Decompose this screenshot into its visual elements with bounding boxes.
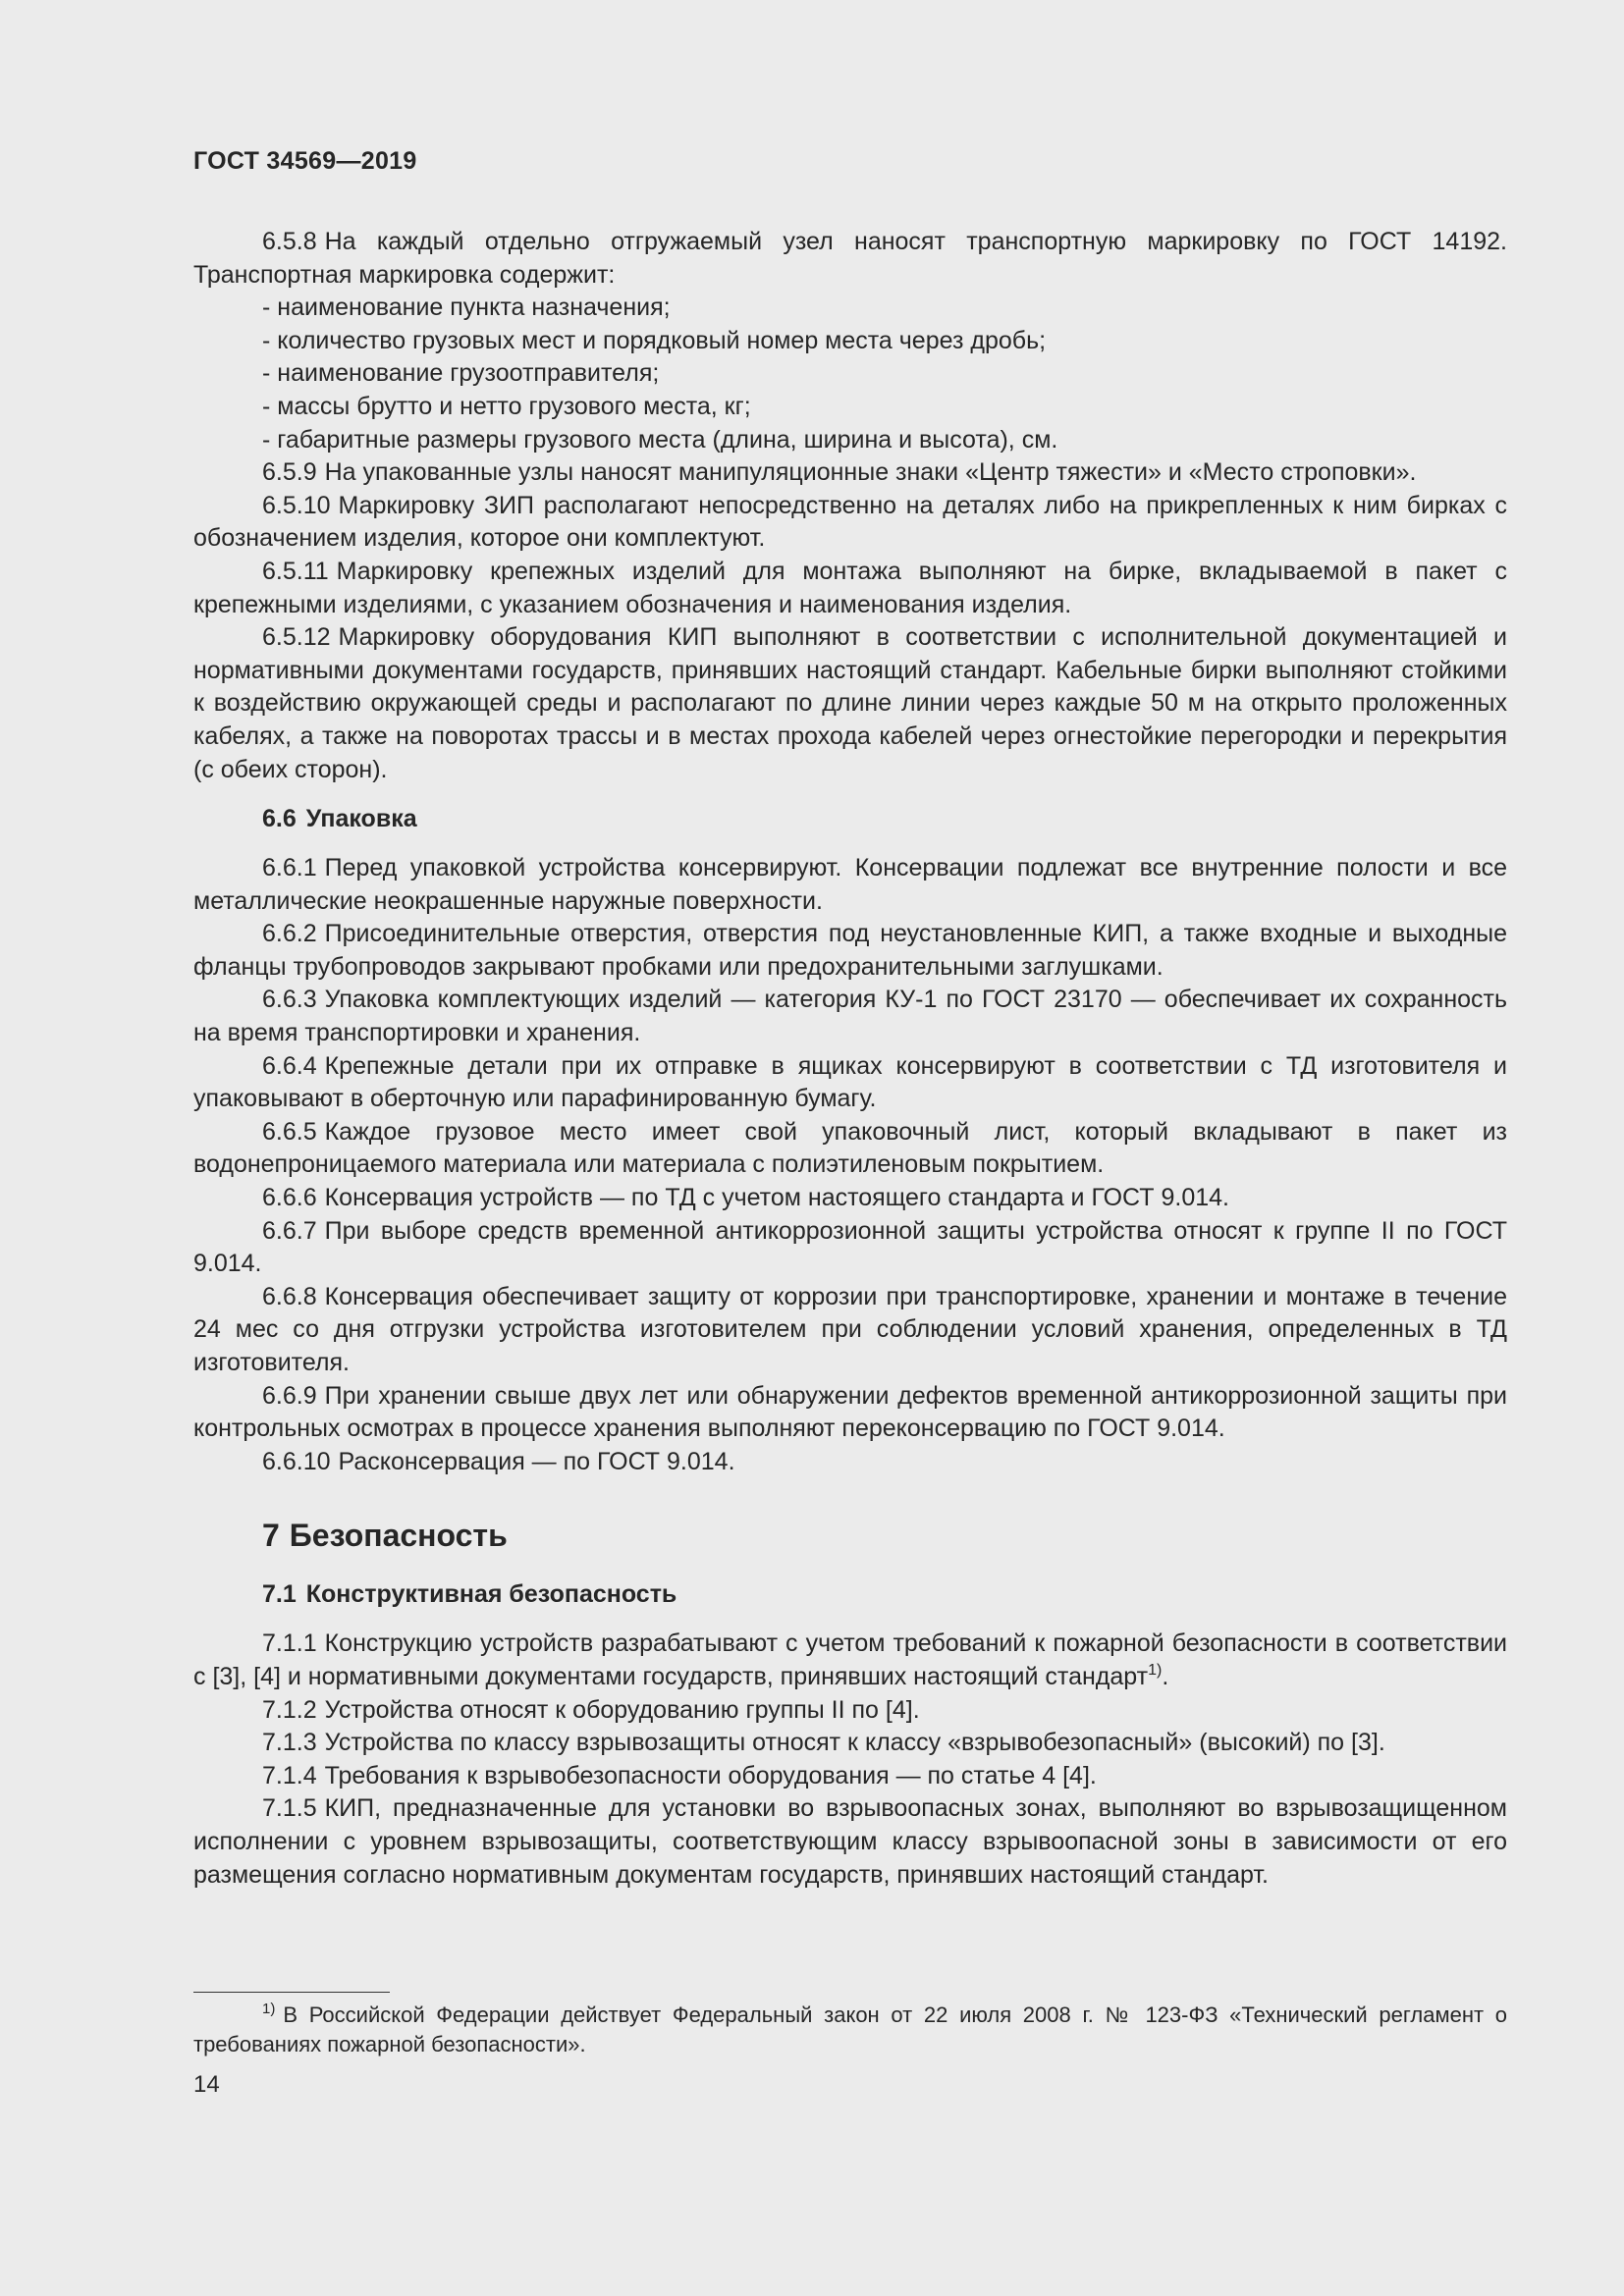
section-title: Безопасность	[289, 1518, 508, 1554]
clause-number: 6.6.7	[262, 1216, 317, 1245]
clause-number: 6.5.11	[262, 557, 329, 585]
clause-text: Маркировку крепежных изделий для монтажа выполняют на бирке, вкладываемой в пакет с крепежными изделиями, с указанием обозначения и наименования изделия.	[193, 557, 1507, 618]
clause-7-1-3	[193, 1727, 1507, 1760]
clause-text: Крепежные детали при их отправке в ящиках консервируют в соответствии с ТД изготовителя и упаковывают в оберточную или парафинированную бумагу.	[193, 1051, 1507, 1113]
section-heading-7	[193, 1516, 1507, 1555]
clause-text: Упаковка комплектующих изделий — категория КУ-1 по ГОСТ 23170 — обеспечивает их сохранность на время транспортировки и хранения.	[193, 986, 1507, 1047]
clause-text: Консервация устройств — по ТД с учетом настоящего стандарта и ГОСТ 9.014.	[324, 1184, 1229, 1212]
clause-6-6-7	[193, 1215, 1507, 1281]
clause-6-6-9	[193, 1380, 1507, 1446]
section-heading-7-1	[193, 1578, 1507, 1611]
section-title: Конструктивная безопасность	[305, 1580, 677, 1609]
clause-text: При хранении свыше двух лет или обнаружении дефектов временной антикоррозионной защиты при контрольных осмотрах в процессе хранения выполняют переконсервацию по ГОСТ 9.014.	[193, 1381, 1507, 1443]
clause-text-tail: .	[1162, 1662, 1169, 1690]
footnote-reference[interactable]: 1)	[1148, 1661, 1163, 1679]
clause-number: 6.5.9	[262, 458, 317, 487]
clause-6-5-9	[193, 456, 1507, 490]
footnote-separator	[193, 1992, 390, 1993]
clause-text: На упакованные узлы наносят манипуляционные знаки «Центр тяжести» и «Место строповки».	[324, 458, 1417, 487]
clause-6-6-3	[193, 984, 1507, 1049]
clause-7-1-1	[193, 1628, 1507, 1693]
document-header: ГОСТ 34569—2019	[193, 147, 417, 175]
clause-6-6-5	[193, 1116, 1507, 1182]
clause-number: 6.6.8	[262, 1282, 317, 1310]
clause-7-1-4	[193, 1760, 1507, 1793]
clause-number: 7.1.4	[262, 1761, 317, 1789]
clause-number: 6.6.6	[262, 1184, 317, 1212]
clause-text: Расконсервация — по ГОСТ 9.014.	[338, 1447, 735, 1475]
clause-text: При выборе средств временной антикоррозионной защиты устройства относят к группе II по ГОСТ 9.014.	[193, 1216, 1507, 1278]
footnote-text: В Российской Федерации действует Федеральный закон от 22 июля 2008 г. № 123-ФЗ «Технический регламент о требованиях пожарной безопасности».	[193, 2002, 1507, 2056]
clause-number: 6.6.5	[262, 1117, 317, 1146]
clause-number: 6.6.1	[262, 854, 317, 882]
clause-number: 6.6.9	[262, 1381, 317, 1410]
section-heading-6-6	[193, 803, 1507, 835]
clause-number: 6.5.10	[262, 491, 331, 519]
clause-7-1-2	[193, 1694, 1507, 1728]
clause-6-6-1	[193, 852, 1507, 918]
clause-text: КИП, предназначенные для установки во взрывоопасных зонах, выполняют во взрывозащищенном исполнении с уровнем взрывозащиты, соответствующим классу взрывоопасной зоны в зависимости от его размещения согласно нормативным документам государств, принявших настоящий стандарт.	[193, 1794, 1507, 1889]
clause-6-6-10	[193, 1446, 1507, 1479]
clause-text: Маркировку ЗИП располагают непосредственно на деталях либо на прикрепленных к ним бирках с обозначением изделия, которое они комплектуют.	[193, 491, 1507, 553]
footnote	[193, 2001, 1507, 2059]
clause-6-6-2	[193, 918, 1507, 984]
list-item: - наименование грузоотправителя;	[262, 359, 660, 388]
clause-6-5-11	[193, 556, 1507, 621]
clause-6-5-8	[193, 226, 1507, 292]
clause-number: 7.1.1	[262, 1629, 317, 1658]
clause-text: Консервация обеспечивает защиту от коррозии при транспортировке, хранении и монтаже в течение 24 мес со дня отгрузки устройства изготовителем при соблюдении условий хранения, определенных в ТД изготовителя.	[193, 1282, 1507, 1376]
clause-number: 6.6.3	[262, 986, 317, 1014]
clause-number: 7.1.5	[262, 1794, 317, 1823]
footnote-mark: 1)	[262, 2001, 276, 2017]
clause-6-5-12	[193, 621, 1507, 786]
clause-6-6-6	[193, 1182, 1507, 1215]
clause-number: 6.5.12	[262, 623, 331, 652]
clause-text: Устройства по классу взрывозащиты относят к классу «взрывобезопасный» (высокий) по [3].	[324, 1729, 1385, 1757]
clause-6-6-8	[193, 1281, 1507, 1380]
section-number: 6.6	[262, 805, 297, 833]
clause-6-6-4	[193, 1050, 1507, 1116]
section-number: 7	[262, 1518, 280, 1554]
clause-text: Маркировку оборудования КИП выполняют в соответствии с исполнительной документацией и нормативными документами государств, принявших настоящий стандарт. Кабельные бирки выполняют стойкими к воздействию окружающей среды и располагают по длине линии через каждые 50 м на открыто проложенных кабелях, а также на поворотах трассы и в местах прохода кабелей через огнестойкие перегородки и перекрытия (с обеих сторон).	[193, 623, 1507, 783]
clause-text: Конструкцию устройств разрабатывают с учетом требований к пожарной безопасности в соответствии с [3], [4] и нормативными документами государств, принявших настоящий стандарт	[193, 1629, 1507, 1690]
section-title: Упаковка	[305, 805, 417, 833]
clause-number: 7.1.3	[262, 1729, 317, 1757]
clause-7-1-5	[193, 1792, 1507, 1892]
page-number: 14	[193, 2071, 220, 2098]
list-item: - количество грузовых мест и порядковый номер места через дробь;	[262, 326, 1047, 354]
clause-text: На каждый отдельно отгружаемый узел наносят транспортную маркировку по ГОСТ 14192. Транспортная маркировка содержит:	[193, 228, 1507, 289]
clause-number: 7.1.2	[262, 1695, 317, 1724]
list-item: - массы брутто и нетто грузового места, кг;	[262, 392, 751, 420]
list-item: - габаритные размеры грузового места (длина, ширина и высота), см.	[262, 425, 1058, 454]
clause-text: Устройства относят к оборудованию группы II по [4].	[324, 1695, 920, 1724]
section-number: 7.1	[262, 1580, 297, 1609]
clause-text: Перед упаковкой устройства консервируют. Консервации подлежат все внутренние полости и все металлические неокрашенные наружные поверхности.	[193, 854, 1507, 915]
clause-6-5-10	[193, 490, 1507, 556]
clause-number: 6.5.8	[262, 228, 317, 255]
clause-text: Присоединительные отверстия, отверстия под неустановленные КИП, а также входные и выходные фланцы трубопроводов закрывают пробками или предохранительными заглушками.	[193, 920, 1507, 981]
clause-number: 6.6.2	[262, 920, 317, 948]
clause-number: 6.6.10	[262, 1447, 331, 1475]
clause-text: Каждое грузовое место имеет свой упаковочный лист, который вкладывают в пакет из водонепроницаемого материала или материала с полиэтиленовым покрытием.	[193, 1117, 1507, 1179]
document-body	[193, 226, 1507, 1892]
clause-text: Требования к взрывобезопасности оборудования — по статье 4 [4].	[324, 1761, 1097, 1789]
list-item: - наименование пункта назначения;	[262, 294, 671, 322]
clause-number: 6.6.4	[262, 1051, 317, 1080]
